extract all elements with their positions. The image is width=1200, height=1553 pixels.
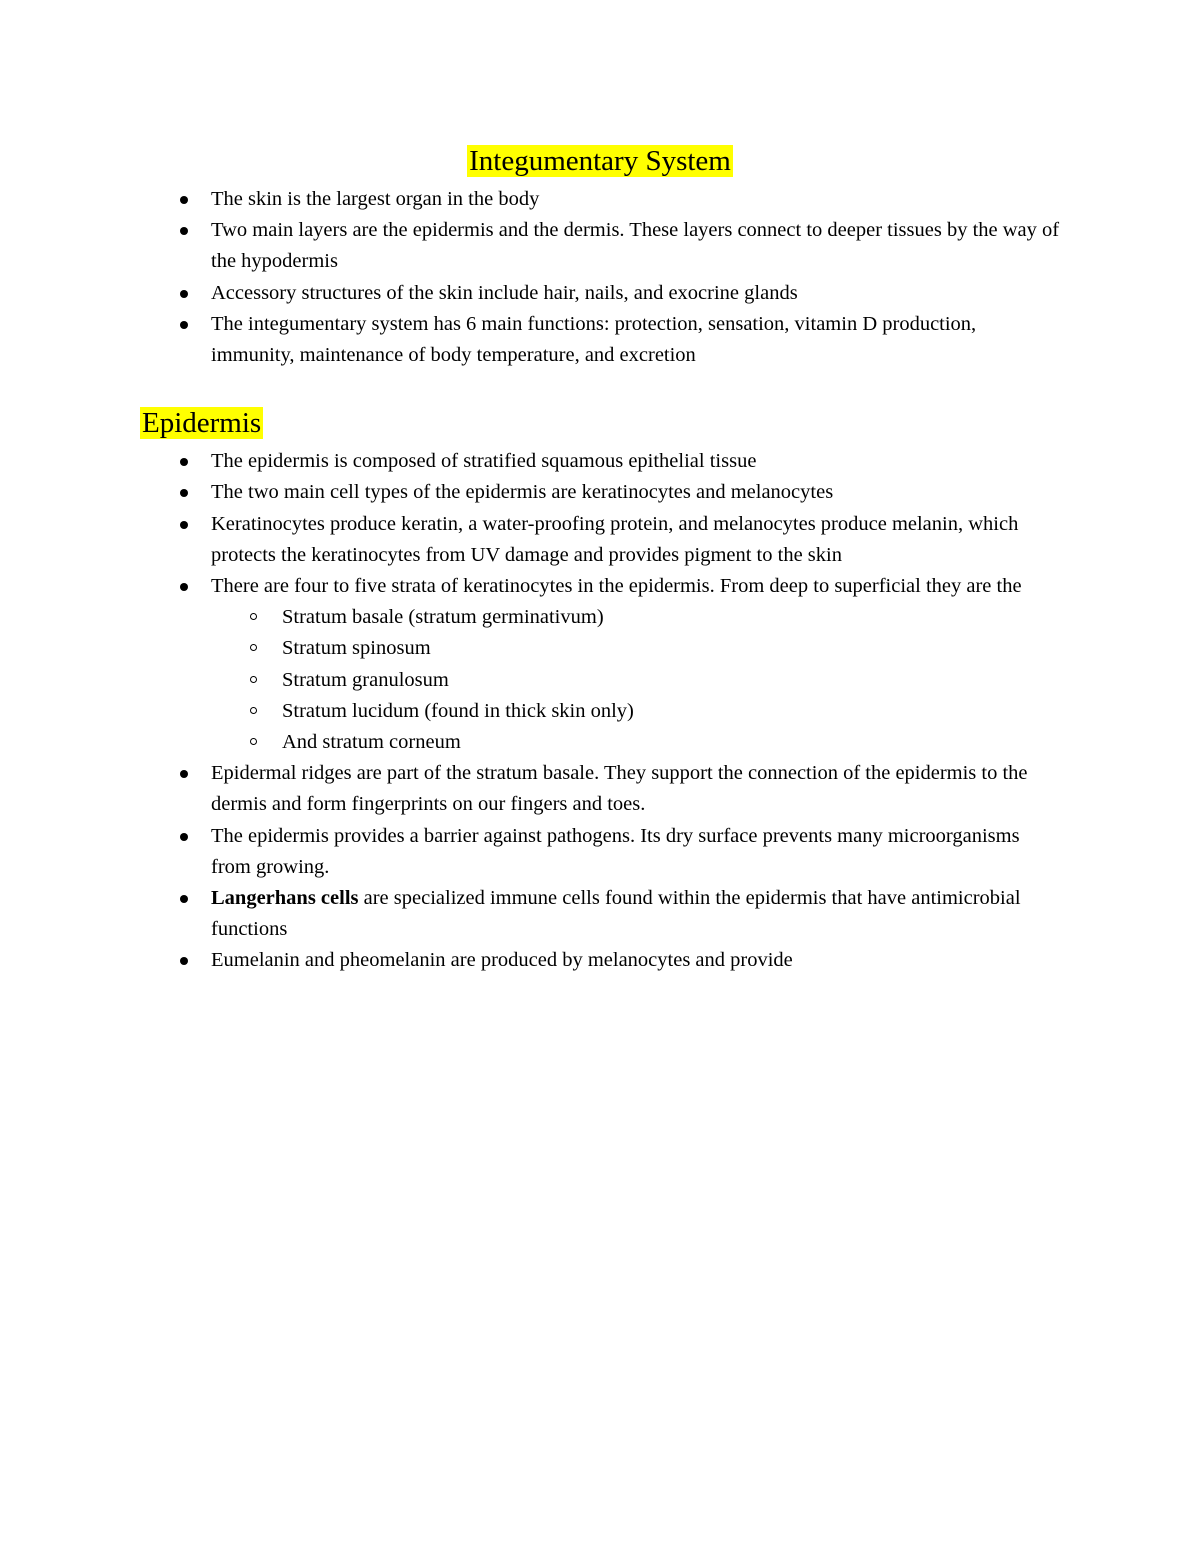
bullet-text: Epidermal ridges are part of the stratum basale. They support the connection of the epidermis to the dermis and form fingerprints on our fingers and toes. [211, 762, 1028, 816]
sub-list-item [211, 633, 1060, 664]
list-item [140, 215, 1060, 277]
list-item [140, 571, 1060, 758]
bullet-icon [180, 957, 188, 965]
circle-bullet-icon [250, 707, 257, 714]
intro-bullet-list [140, 184, 1060, 371]
sub-bullet-text: Stratum basale (stratum germinativum) [282, 606, 604, 629]
bullet-text: The epidermis is composed of stratified squamous epithelial tissue [211, 450, 757, 473]
bold-term: Langerhans cells [211, 887, 359, 910]
bullet-text: Eumelanin and pheomelanin are produced by melanocytes and provide [211, 949, 793, 972]
list-item [140, 821, 1060, 883]
bullet-text: Keratinocytes produce keratin, a water-proofing protein, and melanocytes produce melanin, which protects the keratinocytes from UV damage and provides pigment to the skin [211, 512, 1019, 566]
sub-bullet-text: And stratum corneum [282, 731, 461, 754]
circle-bullet-icon [250, 644, 257, 651]
bullet-icon [180, 196, 188, 204]
list-item [140, 758, 1060, 820]
bullet-icon [180, 833, 188, 841]
section-heading-epidermis [140, 400, 1060, 446]
sub-list-item [211, 602, 1060, 633]
bullet-text: The integumentary system has 6 main functions: protection, sensation, vitamin D production, immunity, maintenance of body temperature, and excretion [211, 312, 977, 367]
bullet-icon [180, 227, 188, 235]
sub-list-item [211, 696, 1060, 727]
sub-list-item [211, 665, 1060, 696]
list-item [140, 509, 1060, 571]
bullet-icon [180, 895, 188, 903]
bullet-text: The skin is the largest organ in the body [211, 188, 540, 210]
document-content [140, 138, 1060, 977]
bullet-text: The epidermis provides a barrier against pathogens. Its dry surface prevents many microorganisms from growing. [211, 824, 1020, 878]
circle-bullet-icon [250, 676, 257, 683]
sub-bullet-text: Stratum spinosum [282, 637, 431, 660]
bullet-text: There are four to five strata of keratinocytes in the epidermis. From deep to superficial they are the [211, 575, 1022, 598]
bullet-icon [180, 521, 188, 529]
bullet-text: Two main layers are the epidermis and the dermis. These layers connect to deeper tissues by the way of the hypodermis [211, 219, 1060, 273]
list-item [140, 446, 1060, 477]
sub-bullet-text: Stratum lucidum (found in thick skin only) [282, 699, 634, 722]
bullet-icon [180, 489, 188, 497]
epidermis-bullet-list [140, 446, 1060, 976]
bullet-text: The two main cell types of the epidermis are keratinocytes and melanocytes [211, 481, 834, 504]
bullet-icon [180, 770, 188, 778]
bullet-icon [180, 458, 188, 466]
bullet-icon [180, 290, 188, 298]
bullet-icon [180, 321, 188, 329]
list-item [140, 309, 1060, 371]
bullet-text: are specialized immune cells found within the epidermis that have antimicrobial functions [211, 887, 1021, 941]
list-item [140, 883, 1060, 945]
document-title [140, 138, 1060, 184]
heading-highlight: Epidermis [142, 407, 262, 440]
title-highlight: Integumentary System [469, 145, 731, 177]
sub-list-item [211, 727, 1060, 758]
strata-sub-list [211, 602, 1060, 758]
list-item [140, 477, 1060, 508]
list-item [140, 945, 1060, 976]
bullet-icon [180, 583, 188, 591]
list-item [140, 184, 1060, 215]
sub-bullet-text: Stratum granulosum [282, 668, 449, 691]
circle-bullet-icon [250, 613, 257, 620]
list-item [140, 278, 1060, 309]
circle-bullet-icon [250, 738, 257, 745]
bullet-text: Accessory structures of the skin include hair, nails, and exocrine glands [211, 281, 798, 304]
